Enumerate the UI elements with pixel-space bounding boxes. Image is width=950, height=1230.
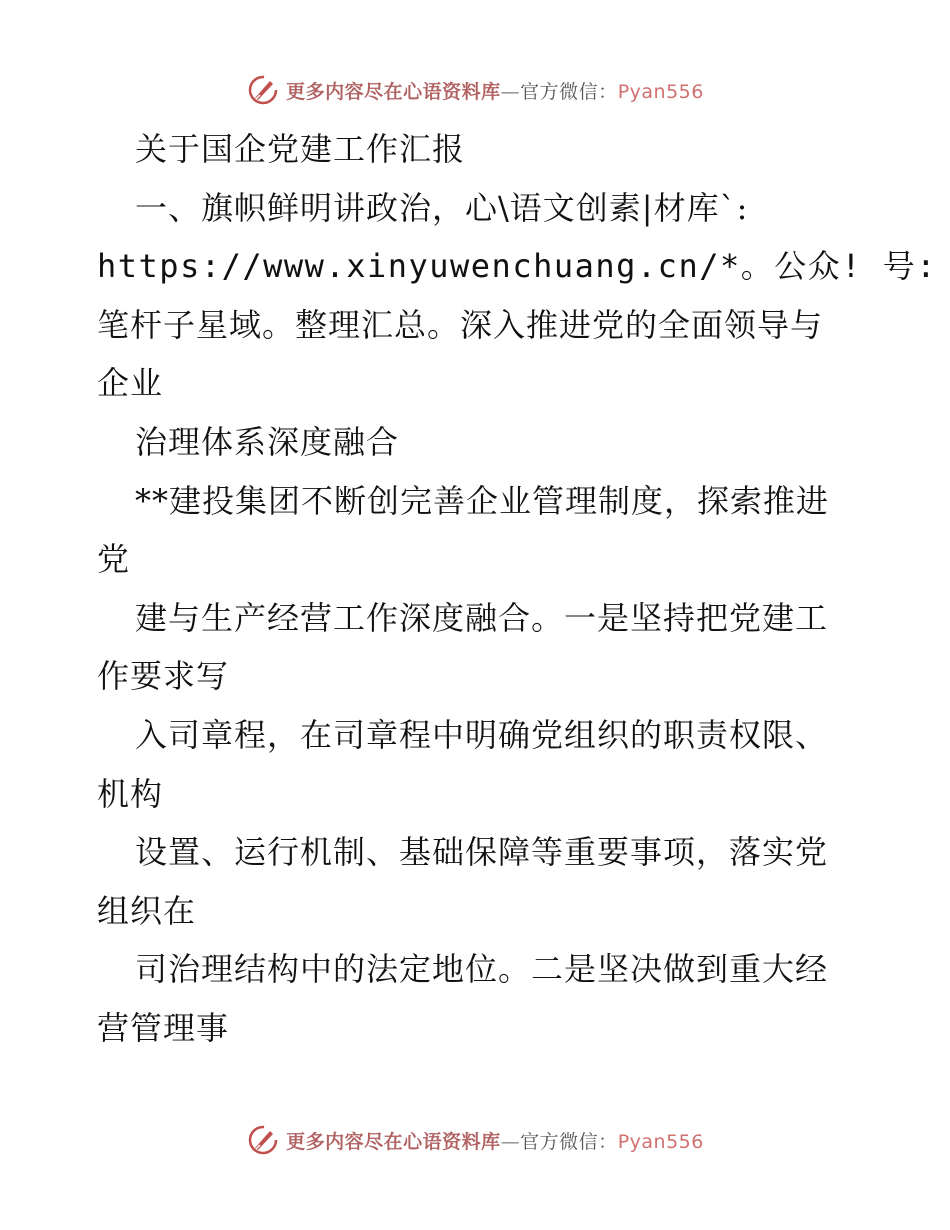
text-line: 机构 — [97, 774, 164, 813]
feather-pen-circle-icon — [246, 1123, 280, 1157]
text-line: 笔杆子星域。整理汇总。深入推进党的全面领导与 — [97, 305, 824, 344]
text-line: 设置、运行机制、基础保障等重要事项，落实党 — [135, 833, 829, 872]
watermark-main-text: 更多内容尽在心语资料库 — [286, 80, 501, 103]
text-line: 入司章程，在司章程中明确党组织的职责权限、 — [135, 715, 829, 754]
text-line: **建投集团不断创完善企业管理制度，探索推进 — [135, 481, 830, 520]
document-title: 关于国企党建工作汇报 — [135, 130, 466, 168]
text-line: 党 — [97, 540, 131, 579]
watermark-label: 官方微信： — [520, 1130, 618, 1153]
watermark-wechat-id: Pyan556 — [617, 80, 704, 103]
text-line: 作要求写 — [97, 657, 230, 696]
text-line: 治理体系深度融合 — [135, 422, 400, 461]
watermark-dash: — — [500, 1130, 521, 1153]
watermark-banner-bottom — [0, 1120, 950, 1160]
watermark-main-text: 更多内容尽在心语资料库 — [286, 1130, 501, 1153]
text-line: 组织在 — [97, 891, 197, 930]
text-line: 一、旗帜鲜明讲政治，心\语文创素|材库`: — [135, 188, 749, 227]
text-line: 营管理事 — [97, 1008, 230, 1047]
watermark-label: 官方微信： — [520, 80, 618, 103]
watermark-banner-top — [0, 70, 950, 110]
text-line: 建与生产经营工作深度融合。一是坚持把党建工 — [135, 598, 829, 637]
watermark-wechat-id: Pyan556 — [617, 1130, 704, 1153]
text-line: 司治理结构中的法定地位。二是坚决做到重大经 — [135, 950, 829, 989]
text-line: 企业 — [97, 364, 164, 403]
text-line-url: https://www.xinyuwenchuang.cn/*。公众! 号: — [97, 247, 938, 286]
watermark-dash: — — [500, 80, 521, 103]
document-body — [97, 120, 938, 1058]
feather-pen-circle-icon — [246, 73, 280, 107]
